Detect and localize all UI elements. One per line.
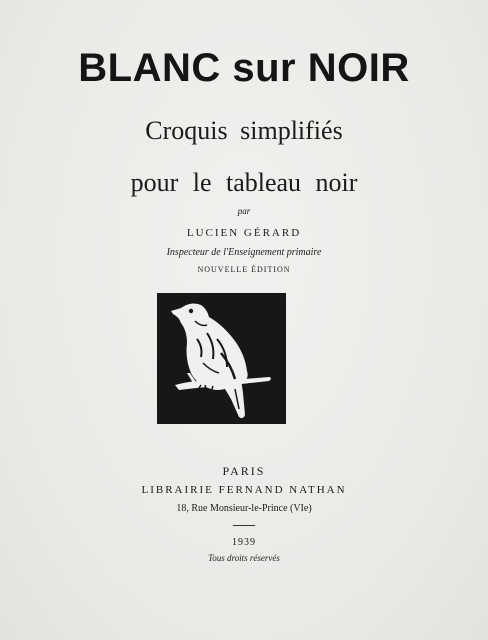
author-name: LUCIEN GÉRARD xyxy=(186,227,302,239)
author-role: Inspecteur de l'Enseignement primaire xyxy=(166,247,322,258)
edition-label: NOUVELLE ÉDITION xyxy=(197,265,291,274)
book-title: BLANC sur NOIR xyxy=(78,46,410,90)
imprint-year: 1939 xyxy=(232,537,256,548)
by-label: par xyxy=(237,206,251,216)
imprint-publisher: LIBRAIRIE FERNAND NATHAN xyxy=(141,484,347,496)
rights-notice: Tous droits réservés xyxy=(208,553,280,563)
subtitle-line-2: pour le tableau noir xyxy=(130,168,358,197)
subtitle-line-1: Croquis simplifiés xyxy=(145,116,343,145)
imprint-city: PARIS xyxy=(222,464,266,478)
divider xyxy=(233,525,255,526)
imprint-address: 18, Rue Monsieur-le-Prince (VIe) xyxy=(176,503,312,514)
bird-on-branch-icon xyxy=(157,293,286,424)
